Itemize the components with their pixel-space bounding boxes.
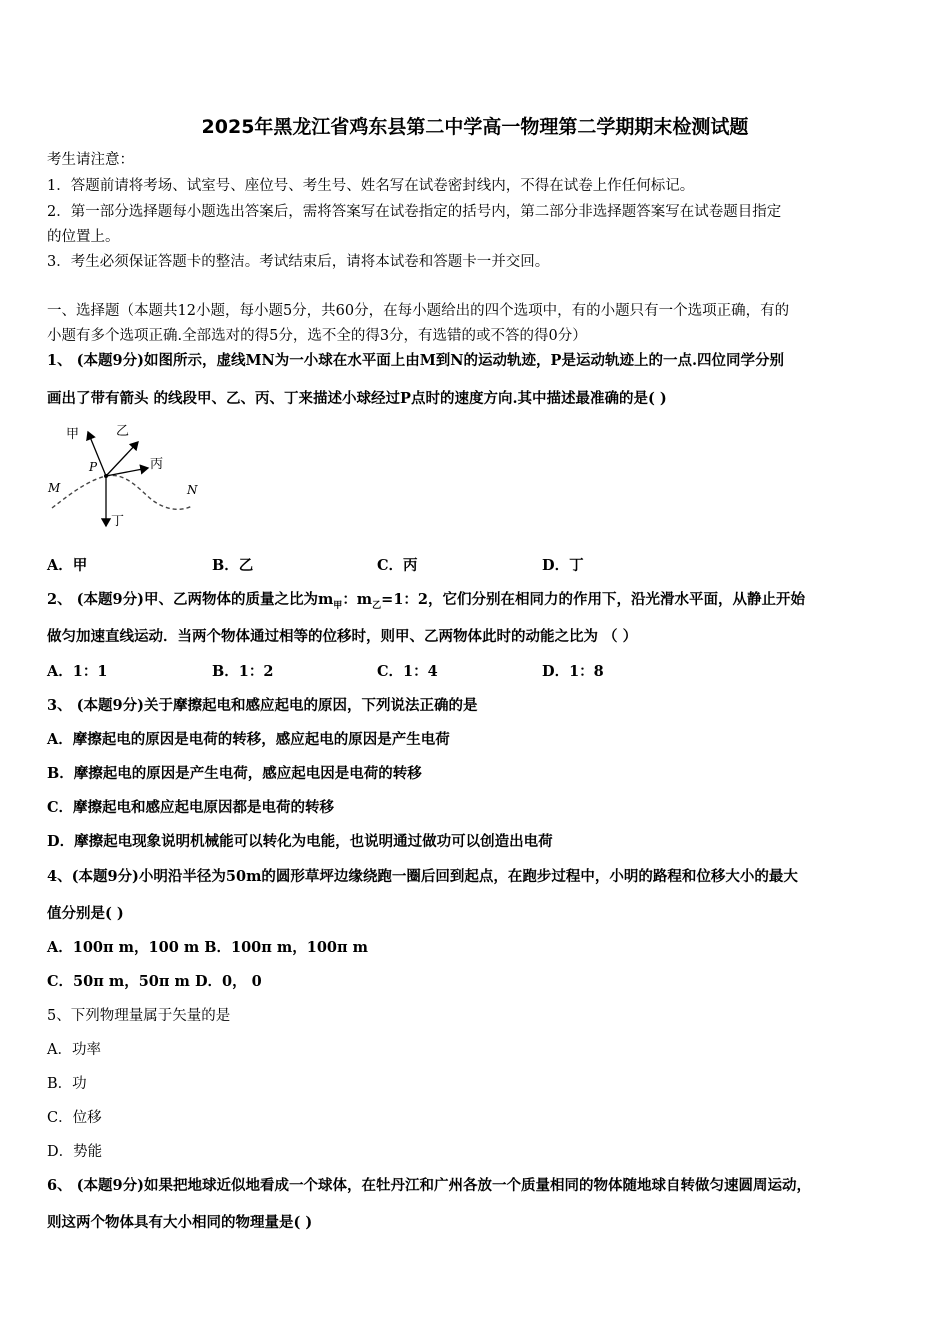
q3-option-d[interactable]: D．摩擦起电现象说明机械能可以转化为电能，也说明通过做功可以创造出电荷 [47,833,553,850]
q2-stem-part: ：m [342,591,373,608]
q3-option-b[interactable]: B．摩擦起电的原因是产生电荷，感应起电因是电荷的转移 [47,765,422,782]
q3-stem: 3、 (本题9分)关于摩擦起电和感应起电的原因，下列说法正确的是 [47,697,478,714]
q1-option-a[interactable]: A．甲 [47,557,88,574]
section-heading: 一、选择题（本题共12小题，每小题5分，共60分，在每小题给出的四个选项中，有的小题只有一个选项正确，有的 [47,303,790,319]
q2-option-a[interactable]: A．1：1 [47,663,108,680]
label-jia: 甲 [66,427,80,442]
q5-option-d[interactable]: D．势能 [47,1144,103,1160]
q2-sub-jia: 甲 [333,600,343,611]
q1-stem-cont: 画出了带有箭头 的线段甲、乙、丙、丁来描述小球经过P点时的速度方向.其中描述最准确的是( ) [47,390,667,407]
label-n: N [187,483,198,497]
section-heading-cont: 小题有多个选项正确.全部选对的得5分，选不全的得3分，有选错的或不答的得0分） [47,328,587,344]
label-bing: 丙 [150,457,164,472]
q4-options-row-2[interactable]: C．50π m，50π m D．0， 0 [47,973,262,990]
notice-item: 1．答题前请将考场、试室号、座位号、考生号、姓名写在试卷密封线内，不得在试卷上作任何标记。 [47,178,695,194]
q2-option-d[interactable]: D．1：8 [542,663,604,680]
label-p: P [89,460,98,474]
q2-option-c[interactable]: C．1：4 [377,663,438,680]
q3-option-c[interactable]: C．摩擦起电和感应起电原因都是电荷的转移 [47,799,335,816]
notice-item: 3．考生必须保证答题卡的整洁。考试结束后，请将本试卷和答题卡一并交回。 [47,254,550,270]
notice-item: 2．第一部分选择题每小题选出答案后，需将答案写在试卷指定的括号内，第二部分非选择题答案写在试卷题目指定 [47,204,782,220]
q4-options-row-1[interactable]: A．100π m，100 m B．100π m，100π m [47,939,369,956]
q5-option-a[interactable]: A．功率 [47,1042,101,1058]
q2-stem [47,590,805,616]
q3-option-a[interactable]: A．摩擦起电的原因是电荷的转移，感应起电的原因是产生电荷 [47,731,450,748]
trajectory-curve [52,475,192,509]
q5-option-b[interactable]: B．功 [47,1076,87,1092]
q1-trajectory-figure [40,418,210,533]
q6-stem: 6、 (本题9分)如果把地球近似地看成一个球体，在牡丹江和广州各放一个质量相同的物体随地球自转做匀速圆周运动， [47,1177,811,1194]
notice-heading: 考生请注意： [47,152,134,168]
q4-stem-cont: 值分别是( ) [47,905,124,922]
q5-stem: 5、下列物理量属于矢量的是 [47,1008,231,1024]
label-yi: 乙 [116,424,130,439]
q2-stem-cont: 做匀加速直线运动．当两个物体通过相等的位移时，则甲、乙两物体此时的动能之比为 （ ） [47,628,638,645]
q2-stem-part: 2、 (本题9分)甲、乙两物体的质量之比为m [47,591,334,608]
page-title: 2025年黑龙江省鸡东县第二中学高一物理第二学期期末检测试题 [201,116,749,138]
notice-item: 的位置上。 [47,229,120,245]
q2-stem-part: =1：2，它们分别在相同力的作用下，沿光滑水平面，从静止开始 [381,591,805,608]
q4-stem: 4、(本题9分)小明沿半径为50m的圆形草坪边缘绕跑一圈后回到起点，在跑步过程中，小明的路程和位移大小的最大 [47,868,798,885]
label-ding: 丁 [111,514,125,529]
q1-option-b[interactable]: B．乙 [212,557,254,574]
q1-option-d[interactable]: D．丁 [542,557,584,574]
q1-option-c[interactable]: C．丙 [377,557,418,574]
q2-option-b[interactable]: B．1：2 [212,663,274,680]
q1-stem: 1、 (本题9分)如图所示，虚线MN为一小球在水平面上由M到N的运动轨迹，P是运动轨迹上的一点.四位同学分别 [47,352,785,369]
q6-stem-cont: 则这两个物体具有大小相同的物理量是( ) [47,1214,313,1231]
q2-sub-yi: 乙 [372,600,382,611]
q5-option-c[interactable]: C．位移 [47,1110,102,1126]
label-m: M [48,481,61,495]
